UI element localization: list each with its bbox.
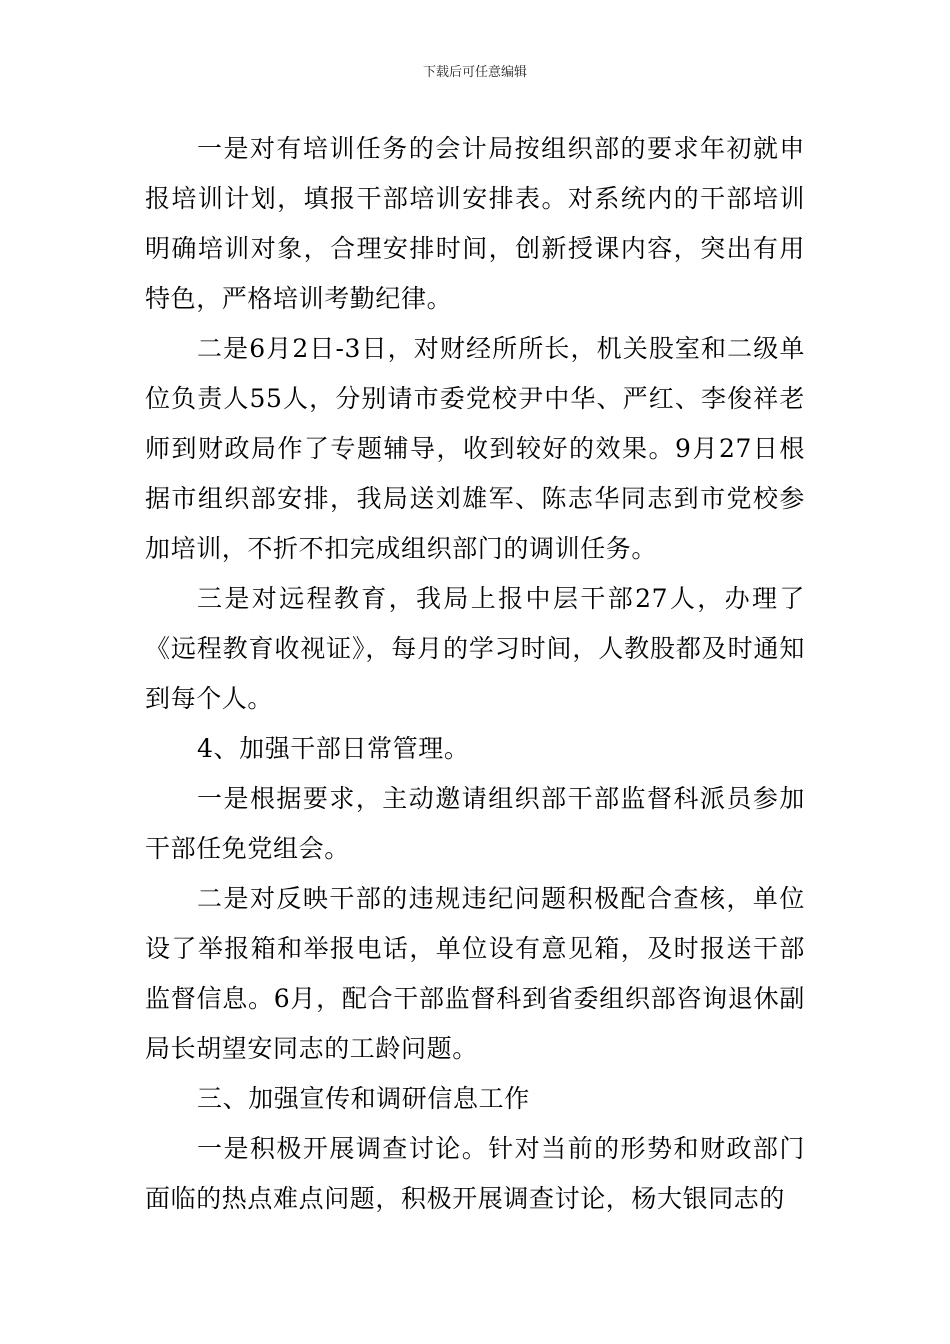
page-header: 下载后可任意编辑 <box>422 65 527 80</box>
paragraph-5: 二是对反映干部的违规违纪问题积极配合查核，单位设了举报箱和举报电话，单位设有意见箱，及时报送干部监督信息。6月，配合干部监督科到省委组织部咨询退休副局长胡望安同志的工龄问题。 <box>145 884 805 1063</box>
paragraph-6: 一是积极开展调查讨论。针对当前的形势和财政部门面临的热点难点问题，积极开展调查讨论，杨大银同志的 <box>145 1134 805 1213</box>
section-heading-daily-management: 4、加强干部日常管理。 <box>197 734 470 763</box>
paragraph-1: 一是对有培训任务的会计局按组织部的要求年初就申报培训计划，填报干部培训安排表。对系统内的干部培训明确培训对象，合理安排时间，创新授课内容，突出有用特色，严格培训考勤纪律。 <box>145 134 805 313</box>
section-heading-publicity-research: 三、加强宣传和调研信息工作 <box>197 1084 530 1113</box>
document-body <box>145 124 805 1224</box>
paragraph-3: 三是对远程教育，我局上报中层干部27人，办理了《远程教育收视证》，每月的学习时间，人教股都及时通知到每个人。 <box>145 584 805 713</box>
paragraph-4: 一是根据要求，主动邀请组织部干部监督科派员参加干部任免党组会。 <box>145 784 805 863</box>
paragraph-2: 二是6月2日-3日，对财经所所长，机关股室和二级单位负责人55人，分别请市委党校尹中华、严红、李俊祥老师到财政局作了专题辅导，收到较好的效果。9月27日根据市组织部安排，我局送刘雄军、陈志华同志到市党校参加培训，不折不扣完成组织部门的调训任务。 <box>145 334 805 563</box>
